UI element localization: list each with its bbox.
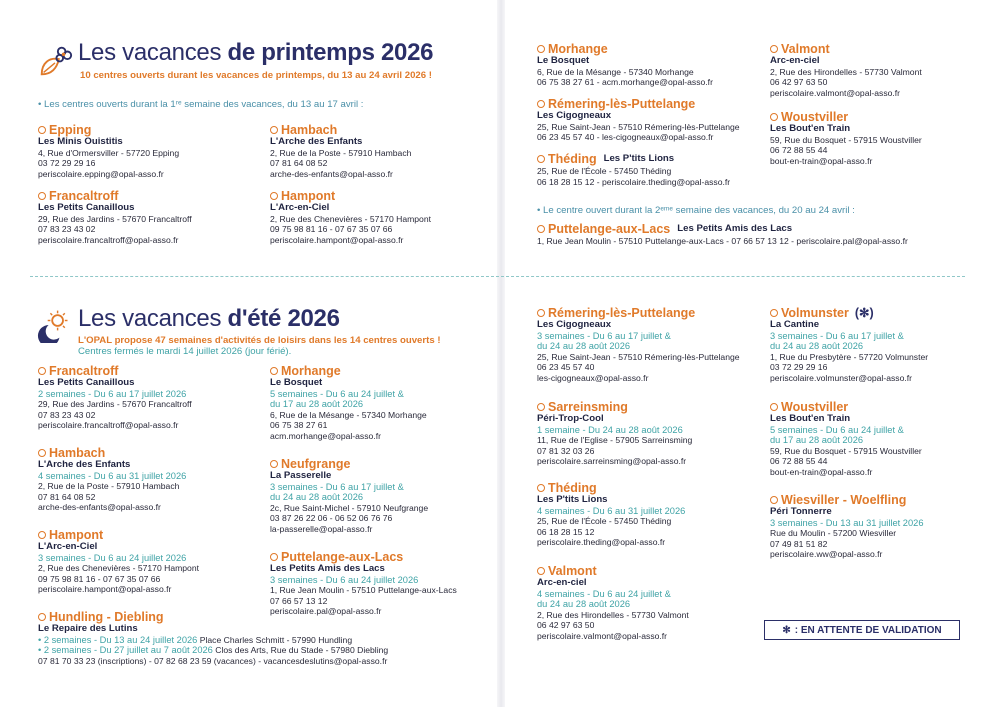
spring-center-remering: Rémering-lès-Puttelange Les Cigogneaux 25, Rue Saint-Jean - 57510 Rémering-lès-Puttelange 06 23 45 57 40 - les-cigogneaux@opal-asso.fr (537, 97, 740, 143)
location-pin-icon (270, 367, 278, 375)
location-pin-icon (537, 225, 545, 233)
spring-center-francaltroff: Francaltroff Les Petits Canaillous 29, Rue des Jardins - 57670 Francaltroff 07 83 23 43 02 periscolaire.francaltroff@opal-asso.fr (38, 189, 192, 245)
spring-center-hampont: Hampont L'Arc-en-Ciel 2, Rue des Chenevières - 57170 Hampont 09 75 98 81 16 - 07 67 35 07 66 periscolaire.hampont@opal-asso.fr (270, 189, 431, 245)
location-pin-icon (537, 484, 545, 492)
location-pin-icon (38, 613, 46, 621)
summer-center-volmunster: Volmunster (✻) La Cantine 3 semaines - Du 6 au 17 juillet & du 24 au 28 août 2026 1, Rue du Presbytère - 57720 Volmunster 03 72 29 29 16 periscolaire.volmunster@opal-asso.fr (770, 306, 929, 383)
spring-center-epping: Epping Les Minis Ouistitis 4, Rue d'Ormersviller - 57720 Epping 03 72 29 29 16 periscolaire.epping@opal-asso.fr (38, 123, 180, 179)
location-pin-icon (270, 126, 278, 134)
location-pin-icon (770, 45, 778, 53)
location-pin-icon (38, 367, 46, 375)
location-pin-icon (770, 113, 778, 121)
sun-moon-icon (36, 307, 72, 343)
spring-center-puttelange: Puttelange-aux-Lacs Les Petits Amis des Lacs 1, Rue Jean Moulin - 57510 Puttelange-aux-Lacs - 07 66 57 13 12 - periscolaire.pal@opal-asso.fr (537, 222, 908, 246)
location-pin-icon (38, 192, 46, 200)
section-divider (30, 276, 965, 277)
spring-center-woustviller: Woustviller Les Bout'en Train 59, Rue du Bosquet - 57915 Woustviller 06 72 88 55 44 bout-en-train@opal-asso.fr (770, 110, 922, 166)
page-spine (497, 0, 505, 707)
summer-center-hambach: Hambach L'Arche des Enfants 4 semaines - Du 6 au 31 juillet 2026 2, Rue de la Poste - 57910 Hambach 07 81 64 08 52 arche-des-enfants@opal-asso.fr (38, 446, 187, 513)
summer-center-theding: Théding Les P'tits Lions 4 semaines - Du 6 au 31 juillet 2026 25, Rue de l'École - 57450 Théding 06 18 28 15 12 periscolaire.theding@opal-asso.fr (537, 481, 686, 548)
location-pin-icon (537, 403, 545, 411)
location-pin-icon (38, 126, 46, 134)
summer-note: Centres fermés le mardi 14 juillet 2026 (jour férié). (78, 346, 292, 357)
spring-center-theding: Théding Les P'tits Lions 25, Rue de l'École - 57450 Théding 06 18 28 15 12 - periscolaire.theding@opal-asso.fr (537, 152, 731, 187)
spring-center-valmont: Valmont Arc-en-ciel 2, Rue des Hirondelles - 57730 Valmont 06 42 97 63 50 periscolaire.valmont@opal-asso.fr (770, 42, 922, 98)
pending-asterisk-icon: (✻) (854, 306, 874, 320)
location-pin-icon (270, 553, 278, 561)
location-pin-icon (270, 192, 278, 200)
validation-legend: ✻ : EN ATTENTE DE VALIDATION (764, 620, 960, 640)
summer-center-francaltroff: Francaltroff Les Petits Canaillous 2 semaines - Du 6 au 17 juillet 2026 29, Rue des Jardins - 57670 Francaltroff 07 83 23 43 02 periscolaire.francaltroff@opal-asso.fr (38, 364, 192, 431)
spring-center-morhange: Morhange Le Bosquet 6, Rue de la Mésange - 57340 Morhange 06 75 38 27 61 - acm.morhange@opal-asso.fr (537, 42, 713, 88)
asterisk-icon: ✻ (782, 624, 791, 636)
spring-title: Les vacances de printemps 2026 (78, 39, 434, 66)
spring-center-hambach: Hambach L'Arche des Enfants 2, Rue de la Poste - 57910 Hambach 07 81 64 08 52 arche-des-enfants@opal-asso.fr (270, 123, 412, 179)
location-pin-icon (38, 531, 46, 539)
summer-center-remering: Rémering-lès-Puttelange Les Cigogneaux 3 semaines - Du 6 au 17 juillet & du 24 au 28 août 2026 25, Rue Saint-Jean - 57510 Rémering-lès-Puttelange 06 23 45 57 40 les-cigogneaux@opal-asso.fr (537, 306, 740, 383)
spring-week2-note: • Le centre ouvert durant la 2ᵉᵐᵉ semaine des vacances, du 20 au 24 avril : (537, 205, 855, 216)
location-pin-icon (770, 309, 778, 317)
location-pin-icon (38, 449, 46, 457)
summer-center-sarreinsming: Sarreinsming Péri-Trop-Cool 1 semaine - Du 24 au 28 août 2026 11, Rue de l'Eglise - 57905 Sarreinsming 07 81 32 03 26 periscolaire.sarreinsming@opal-asso.fr (537, 400, 693, 467)
summer-center-hampont: Hampont L'Arc-en-Ciel 3 semaines - Du 6 au 24 juillet 2026 2, Rue des Chenevières - 57170 Hampont 09 75 98 81 16 - 07 67 35 07 66 periscolaire.hampont@opal-asso.fr (38, 528, 199, 595)
flower-leaf-icon (36, 42, 74, 80)
location-pin-icon (770, 496, 778, 504)
spring-subtitle: 10 centres ouverts durant les vacances de printemps, du 13 au 24 avril 2026 ! (80, 70, 432, 81)
location-pin-icon (537, 567, 545, 575)
summer-center-valmont: Valmont Arc-en-ciel 4 semaines - Du 6 au 24 juillet & du 24 au 28 août 2026 2, Rue des Hirondelles - 57730 Valmont 06 42 97 63 50 periscolaire.valmont@opal-asso.fr (537, 564, 689, 641)
location-pin-icon (537, 155, 545, 163)
summer-subtitle: L'OPAL propose 47 semaines d'activités de loisirs dans les 14 centres ouverts ! (78, 335, 441, 346)
summer-center-woustviller: Woustviller Les Bout'en Train 5 semaines - Du 6 au 24 juillet & du 17 au 28 août 2026 59, Rue du Bosquet - 57915 Woustviller 06 72 88 55 44 bout-en-train@opal-asso.fr (770, 400, 922, 477)
summer-center-morhange: Morhange Le Bosquet 5 semaines - Du 6 au 24 juillet & du 17 au 28 août 2026 6, Rue de la Mésange - 57340 Morhange 06 75 38 27 61 acm.morhange@opal-asso.fr (270, 364, 427, 441)
location-pin-icon (537, 45, 545, 53)
location-pin-icon (770, 403, 778, 411)
spring-week1-note: • Les centres ouverts durant la 1ʳᵉ semaine des vacances, du 13 au 17 avril : (38, 99, 364, 110)
summer-title: Les vacances d'été 2026 (78, 305, 340, 332)
summer-center-puttelange: Puttelange-aux-Lacs Les Petits Amis des Lacs 3 semaines - Du 6 au 24 juillet 2026 1, Rue Jean Moulin - 57510 Puttelange-aux-Lacs 07 66 57 13 12 periscolaire.pal@opal-asso.fr (270, 550, 457, 617)
summer-center-neufgrange: Neufgrange La Passerelle 3 semaines - Du 6 au 17 juillet & du 24 au 28 août 2026 2c, Rue Saint-Michel - 57910 Neufgrange 03 87 26 22 06 - 06 52 06 76 76 la-passerelle@opal-asso.fr (270, 457, 429, 534)
summer-center-wiesviller-woelfling: Wiesviller - Woelfling Péri Tonnerre 3 semaines - Du 13 au 31 juillet 2026 Rue du Moulin - 57200 Wiesviller 07 49 81 51 82 periscolaire.ww@opal-asso.fr (770, 493, 924, 560)
location-pin-icon (537, 100, 545, 108)
summer-center-hundling-diebling: Hundling - Diebling Le Repaire des Lutins • 2 semaines - Du 13 au 24 juillet 2026 Place Charles Schmitt - 57990 Hundling • 2 semaines - Du 27 juillet au 7 août 2026 Clos des Arts, Rue du Stade - 57980 Diebling 07 81 70 33 23 (inscriptions) - 07 82 68 23 59 (vacances) - vacancesdeslutins@opal-asso.fr (38, 610, 389, 666)
location-pin-icon (270, 460, 278, 468)
location-pin-icon (537, 309, 545, 317)
